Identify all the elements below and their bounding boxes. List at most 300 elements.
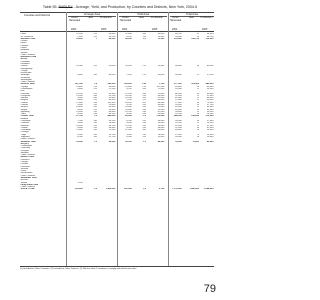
value-cell: 60,000 bbox=[206, 106, 214, 109]
county-name-cell: Clinton bbox=[20, 40, 28, 43]
value-cell: 37,400 bbox=[175, 126, 182, 129]
value-cell: 89,400 bbox=[108, 106, 116, 109]
value-cell: 216,800 bbox=[173, 37, 182, 40]
value-cell: 170 bbox=[142, 65, 146, 68]
value-cell: 6,000 bbox=[126, 122, 132, 125]
value-cell: 130 bbox=[93, 113, 97, 116]
county-name-cell: Eastern Total bbox=[20, 156, 34, 159]
value-cell: 81,800 bbox=[108, 92, 116, 95]
value-cell: 150 bbox=[142, 126, 146, 129]
value-cell: 140 bbox=[93, 74, 97, 77]
county-name-cell: Delaware bbox=[20, 62, 30, 65]
value-cell: 3,200 bbox=[126, 133, 132, 136]
value-cell: 170 bbox=[93, 31, 97, 33]
value-cell: 120 bbox=[93, 35, 97, 38]
value-cell: 40,100 bbox=[108, 119, 116, 122]
county-name-cell: Broome bbox=[20, 117, 29, 120]
county-name-cell: Orleans bbox=[20, 104, 29, 106]
value-cell: 60,000 bbox=[206, 92, 214, 95]
value-cell: 27,000 bbox=[206, 119, 214, 122]
value-cell: 56,600 bbox=[108, 108, 116, 111]
value-cell: 12 bbox=[196, 99, 200, 102]
value-cell: 12 bbox=[196, 106, 200, 109]
county-name-cell: Allegany bbox=[20, 142, 29, 145]
value-cell: 6,100 bbox=[126, 35, 132, 38]
value-cell: 10 bbox=[196, 31, 200, 33]
value-cell: 4,000 bbox=[77, 133, 83, 136]
county-name-cell: Cayuga bbox=[20, 85, 28, 88]
value-cell: 7,700 bbox=[126, 99, 132, 102]
value-cell: 4,800 bbox=[77, 74, 83, 77]
value-cell: 17,800 bbox=[76, 101, 83, 104]
value-cell: 140 bbox=[93, 94, 97, 97]
value-cell: 10 bbox=[196, 126, 200, 129]
col-header-acres-1: Acres Harvested bbox=[68, 16, 81, 22]
value-cell: 46,500 bbox=[175, 92, 182, 95]
value-cell: 480,000 bbox=[205, 83, 214, 86]
value-cell: 77,400 bbox=[175, 101, 182, 104]
value-cell: 130 bbox=[93, 122, 97, 125]
value-cell: 96,800 bbox=[175, 65, 182, 68]
value-cell: 20,100 bbox=[125, 65, 132, 68]
value-cell: 60,000 bbox=[157, 74, 165, 77]
value-cell: 160 bbox=[142, 129, 146, 132]
county-name-cell: Other Counties bbox=[20, 138, 35, 141]
value-cell: 165 bbox=[142, 88, 146, 91]
value-cell: 30,000 bbox=[157, 122, 165, 125]
value-cell: 40,000 bbox=[157, 104, 165, 106]
value-cell: 19,300 bbox=[206, 88, 214, 91]
value-cell: 18,100 bbox=[125, 101, 132, 104]
value-cell: 10 bbox=[196, 104, 200, 106]
value-cell: 50,000 bbox=[108, 65, 116, 68]
value-cell: 140 bbox=[93, 119, 97, 122]
value-cell: 10 bbox=[196, 65, 200, 68]
value-cell: 2,100 bbox=[158, 188, 165, 191]
value-cell: 16,100 bbox=[125, 140, 132, 143]
value-cell: 155 bbox=[93, 33, 97, 36]
value-cell: 10 bbox=[196, 113, 200, 116]
value-cell: 5,600 bbox=[77, 104, 83, 106]
value-cell: 150 bbox=[93, 124, 97, 127]
value-cell: 1.90 bbox=[141, 83, 146, 86]
value-cell: 103,400 bbox=[107, 101, 116, 104]
value-cell: 318,000 bbox=[74, 188, 83, 191]
value-cell: 80,000 bbox=[108, 140, 116, 143]
county-name-cell: Wayne bbox=[20, 108, 28, 111]
value-cell: 28,400 bbox=[108, 122, 116, 125]
value-cell: 9,900 bbox=[77, 97, 83, 100]
value-cell: 72,600 bbox=[108, 129, 116, 132]
county-column-header: Counties and Districts bbox=[23, 14, 51, 17]
county-name-cell: Other Counties bbox=[20, 174, 35, 177]
value-cell: 28,300 bbox=[175, 135, 182, 138]
value-cell: 67,000 bbox=[157, 110, 165, 113]
value-cell: 60,000 bbox=[157, 33, 165, 36]
value-cell: 175 bbox=[142, 31, 146, 33]
value-cell: 49,600 bbox=[175, 129, 182, 132]
title-text: - Acreage, Yield, and Production, by Counties and Districts, New York, 2004-5 bbox=[73, 5, 198, 9]
value-cell: 10,000 bbox=[76, 65, 83, 68]
value-cell: 140 bbox=[93, 135, 97, 138]
value-cell: 10,400 bbox=[76, 124, 83, 127]
value-cell: 7,900 bbox=[77, 119, 83, 122]
value-cell: 13,400 bbox=[125, 31, 132, 33]
value-cell: 11 bbox=[196, 97, 200, 100]
county-name-cell: Erie bbox=[20, 90, 25, 93]
col-header-acres-3: Acres Harvested bbox=[169, 16, 182, 22]
county-name-cell: Sullivan bbox=[20, 167, 29, 170]
col-header-production-3: Production bbox=[200, 16, 213, 19]
county-name-cell: Steuben bbox=[20, 151, 29, 154]
county-name-cell: St. Lawrence bbox=[20, 35, 34, 38]
value-cell: 120 bbox=[93, 65, 97, 68]
value-cell: 1,090,000 bbox=[189, 188, 200, 191]
value-cell: 1.8 bbox=[142, 188, 146, 191]
year-label: 2005 bbox=[101, 28, 107, 31]
county-name-cell: STATE TOTAL bbox=[20, 188, 35, 191]
value-cell: 41,000 bbox=[206, 126, 214, 129]
county-name-cell: Western Total bbox=[20, 83, 35, 86]
value-cell: 10 bbox=[196, 85, 200, 88]
value-cell: 140 bbox=[142, 110, 146, 113]
value-cell: 44,800 bbox=[108, 126, 116, 129]
value-cell: 1,100 bbox=[77, 181, 83, 184]
col-header-production-2: Production bbox=[151, 16, 163, 19]
value-cell: 40,900 bbox=[175, 108, 182, 111]
value-cell: 21,500 bbox=[108, 88, 116, 91]
value-cell: 11 bbox=[196, 110, 200, 113]
value-cell: 6,700 bbox=[126, 119, 132, 122]
value-cell: 210,000 bbox=[205, 115, 214, 118]
value-cell: 12,100 bbox=[125, 124, 132, 127]
value-cell: 1.5 bbox=[142, 140, 146, 143]
value-cell: 8,100 bbox=[77, 113, 83, 116]
county-name-cell: Ontario bbox=[20, 101, 28, 104]
value-cell: 14,400 bbox=[76, 106, 83, 109]
value-cell: 145 bbox=[93, 101, 97, 104]
value-cell: 150 bbox=[142, 94, 146, 97]
value-cell: 73,000 bbox=[157, 92, 165, 95]
value-cell: 155 bbox=[142, 99, 146, 102]
county-name-cell: Chautauqua bbox=[20, 88, 33, 91]
value-cell: 150 bbox=[93, 108, 97, 111]
value-cell: 57,000 bbox=[206, 74, 214, 77]
data-table bbox=[20, 31, 214, 191]
value-cell: 54,000 bbox=[175, 35, 182, 38]
value-cell: 12,800 bbox=[125, 33, 132, 36]
value-cell: 13,000 bbox=[206, 133, 214, 136]
year-label: 2005 bbox=[152, 28, 158, 31]
value-cell: 135 bbox=[93, 110, 97, 113]
county-name-cell: Schuyler bbox=[20, 149, 29, 152]
value-cell: 68,200 bbox=[108, 74, 116, 77]
value-cell: 1,960,000 bbox=[105, 188, 116, 191]
title-crop-strikethrough: BARLEY bbox=[58, 5, 73, 9]
value-cell: 377,000 bbox=[173, 83, 182, 86]
county-name-cell: Tioga bbox=[20, 133, 26, 136]
value-cell: 27,800 bbox=[175, 99, 182, 102]
county-name-cell: Hamilton bbox=[20, 49, 30, 52]
value-cell: 39,000 bbox=[206, 99, 214, 102]
value-cell: 9 bbox=[197, 133, 200, 136]
value-cell: 316,000 bbox=[123, 188, 132, 191]
value-cell: 17,000 bbox=[157, 88, 165, 91]
value-cell: 13,700 bbox=[125, 110, 132, 113]
value-cell: 26,000 bbox=[157, 35, 165, 38]
county-name-cell: Madison bbox=[20, 124, 29, 127]
value-cell: 11 bbox=[196, 33, 200, 36]
county-name-cell: Greene bbox=[20, 65, 28, 68]
value-cell: 145 bbox=[93, 126, 97, 129]
value-cell: 69,000 bbox=[206, 85, 214, 88]
value-cell: 13,300 bbox=[76, 94, 83, 97]
county-name-cell: Onondaga bbox=[20, 129, 31, 132]
value-cell: 60,800 bbox=[175, 85, 182, 88]
value-cell: 34,500 bbox=[125, 37, 132, 40]
value-cell: 16,700 bbox=[108, 133, 116, 136]
county-name-cell: Montgomery bbox=[20, 67, 33, 70]
value-cell: 59,000 bbox=[157, 124, 165, 127]
value-cell: 63,800 bbox=[108, 31, 116, 33]
county-name-cell: Long Island Total bbox=[20, 183, 39, 186]
value-cell: 1,064,000 bbox=[203, 188, 214, 191]
value-cell: 4,800 bbox=[77, 88, 83, 91]
value-cell: 10 bbox=[196, 108, 200, 111]
value-cell: 62,600 bbox=[175, 106, 182, 109]
value-cell: 136,000 bbox=[205, 37, 214, 40]
county-name-cell: Saratoga bbox=[20, 74, 30, 77]
value-cell: 29,800 bbox=[108, 104, 116, 106]
value-cell: 160 bbox=[93, 129, 97, 132]
value-cell: 14,200 bbox=[125, 94, 132, 97]
value-cell: 31,700 bbox=[108, 135, 116, 138]
year-label: 2004 bbox=[172, 28, 178, 31]
value-cell: 3,700 bbox=[126, 88, 132, 91]
county-name-cell: Southeast Total bbox=[20, 177, 37, 179]
value-cell: 70,000 bbox=[206, 101, 214, 104]
value-cell: 28,100 bbox=[206, 113, 214, 116]
value-cell: 238,000 bbox=[191, 115, 200, 118]
page-number: 79 bbox=[203, 283, 216, 295]
value-cell: 7,600 bbox=[77, 35, 83, 38]
county-name-cell: Warren bbox=[20, 51, 28, 54]
year-label: 2004 bbox=[122, 28, 128, 31]
county-name-cell: Northeast Total bbox=[20, 56, 37, 59]
value-cell: 7,100 bbox=[126, 74, 132, 77]
county-name-cell: Cortland bbox=[20, 122, 29, 125]
value-cell: 73,000 bbox=[157, 31, 165, 33]
col-header-yield-1: Yield bbox=[87, 16, 93, 19]
group-header-mid: Yield Area bbox=[136, 13, 150, 16]
value-cell: 160 bbox=[93, 97, 97, 100]
value-cell: 54,800 bbox=[175, 110, 182, 113]
value-cell: 51,000 bbox=[206, 94, 214, 97]
value-cell: 34,300 bbox=[108, 113, 116, 116]
value-cell: 1.0 bbox=[142, 37, 146, 40]
value-cell: 46,000 bbox=[206, 97, 214, 100]
value-cell: 25,200 bbox=[175, 122, 182, 125]
value-cell: 165 bbox=[142, 97, 146, 100]
county-name-cell: Westchester bbox=[20, 172, 33, 175]
value-cell: 35,200 bbox=[175, 113, 182, 116]
group-header-right: Total Area bbox=[186, 13, 198, 16]
county-name-cell: Chenango bbox=[20, 119, 31, 122]
value-cell: 46,500 bbox=[206, 33, 214, 36]
value-cell: 51,500 bbox=[206, 124, 214, 127]
value-cell: 33,600 bbox=[76, 37, 83, 40]
value-cell: 165 bbox=[142, 106, 146, 109]
value-cell: 1 bbox=[95, 37, 97, 40]
value-cell: 86,800 bbox=[175, 31, 182, 33]
col-header-yield-3: Yield bbox=[188, 16, 194, 19]
value-cell: 180,700 bbox=[191, 37, 200, 40]
county-name-cell: Otsego bbox=[20, 69, 28, 72]
county-name-cell: Rockland bbox=[20, 165, 30, 168]
value-cell: 11,400 bbox=[76, 129, 83, 132]
value-cell: 26,000 bbox=[206, 135, 214, 138]
value-cell: 140 bbox=[142, 113, 146, 116]
value-cell: 78,300 bbox=[175, 140, 182, 143]
value-cell: 6,900 bbox=[126, 135, 132, 138]
value-cell: 1.8 bbox=[93, 83, 97, 86]
value-cell: 170 bbox=[142, 85, 146, 88]
value-cell: 43,000 bbox=[175, 97, 182, 100]
value-cell: 12 bbox=[196, 124, 200, 127]
value-cell: 12,100 bbox=[125, 92, 132, 95]
value-cell: 64,000 bbox=[157, 94, 165, 97]
value-cell: 75,000 bbox=[192, 140, 200, 143]
value-cell: 31,000 bbox=[157, 37, 165, 40]
county-name-cell: Orange bbox=[20, 161, 28, 164]
value-cell: 155 bbox=[142, 101, 146, 104]
value-cell: 129,000 bbox=[123, 83, 132, 86]
value-cell: 80,700 bbox=[175, 33, 182, 36]
county-name-cell: Rensselaer bbox=[20, 72, 32, 75]
value-cell: 150 bbox=[142, 122, 146, 125]
county-name-cell: Other Counties bbox=[20, 53, 35, 56]
value-cell: 175 bbox=[142, 74, 146, 77]
value-cell: 135 bbox=[142, 133, 146, 136]
value-cell: 20,000 bbox=[175, 88, 182, 91]
value-cell: 33,800 bbox=[157, 65, 165, 68]
value-cell: 58,500 bbox=[206, 110, 214, 113]
value-cell: 11 bbox=[196, 94, 200, 97]
value-cell: 6,700 bbox=[126, 104, 132, 106]
value-cell: 11 bbox=[196, 122, 200, 125]
value-cell: 34,300 bbox=[175, 119, 182, 122]
value-cell: 480,000 bbox=[107, 115, 116, 118]
county-name-cell: Washington bbox=[20, 78, 32, 81]
value-cell: 43,800 bbox=[206, 108, 214, 111]
value-cell: 14,400 bbox=[125, 85, 132, 88]
value-cell: 56,600 bbox=[108, 33, 116, 36]
value-cell: 60,000 bbox=[125, 115, 132, 118]
value-cell: 160 bbox=[142, 108, 146, 111]
value-cell: 12,600 bbox=[76, 31, 83, 33]
title-prefix: Table 55. bbox=[42, 5, 58, 9]
value-cell: 65,800 bbox=[108, 97, 116, 100]
county-name-cell: Fulton bbox=[20, 46, 27, 49]
value-cell: 60,000 bbox=[157, 129, 165, 132]
value-cell: 80,000 bbox=[206, 65, 214, 68]
county-name-cell: Niagara bbox=[20, 99, 29, 102]
value-cell: 12,600 bbox=[76, 110, 83, 113]
value-cell: 26,100 bbox=[206, 122, 214, 125]
county-name-cell: Livingston bbox=[20, 94, 31, 97]
value-cell: 10,900 bbox=[125, 108, 132, 111]
value-cell: 1,100 bbox=[158, 83, 165, 86]
value-cell: 244,000 bbox=[173, 115, 182, 118]
value-cell: 9,400 bbox=[77, 108, 83, 111]
value-cell: 150 bbox=[93, 99, 97, 102]
table-bottom-rule bbox=[20, 266, 214, 267]
value-cell: 14,000 bbox=[157, 133, 165, 136]
county-name-cell: Columbia bbox=[20, 60, 30, 63]
value-cell: 17,400 bbox=[175, 133, 182, 136]
county-name-cell: Seneca bbox=[20, 106, 28, 109]
value-cell: 18,000 bbox=[76, 140, 83, 143]
value-cell: 40,000 bbox=[108, 37, 116, 40]
value-cell: 120 bbox=[142, 35, 146, 38]
value-cell: 323,900 bbox=[191, 83, 200, 86]
footnote: (L) Included in Other Counties. (J) Included in Other Districts. (*) Not less than 3 counties to comply with disclosure rules. bbox=[20, 268, 137, 270]
value-cell: 155 bbox=[142, 104, 146, 106]
value-cell: 160 bbox=[93, 106, 97, 109]
county-name-cell: Other Counties bbox=[20, 81, 35, 84]
value-cell: 150 bbox=[93, 104, 97, 106]
value-cell: 40,000 bbox=[157, 113, 165, 116]
value-cell: 6,500 bbox=[77, 135, 83, 138]
value-cell: 24,300 bbox=[175, 104, 182, 106]
year-label: 2004 bbox=[71, 28, 77, 31]
value-cell: 13,800 bbox=[125, 106, 132, 109]
county-name-cell: Northern Total bbox=[20, 37, 36, 40]
value-cell: 990,000 bbox=[107, 83, 116, 86]
value-cell: 38,700 bbox=[206, 35, 214, 38]
value-cell: 10 bbox=[196, 35, 200, 38]
table-title bbox=[20, 5, 220, 9]
county-name-cell: Monroe bbox=[20, 97, 28, 100]
value-cell: 34,000 bbox=[175, 74, 182, 77]
value-cell: 37,700 bbox=[206, 104, 214, 106]
value-cell: 1.3 bbox=[93, 140, 97, 143]
col-header-yield-2: Yield bbox=[138, 16, 144, 19]
value-cell: 66,700 bbox=[108, 124, 116, 127]
value-cell: 1,176,000 bbox=[172, 188, 182, 191]
value-cell: 52,000 bbox=[157, 108, 165, 111]
value-cell: 32,000 bbox=[157, 135, 165, 138]
county-name-cell: Genesee bbox=[20, 92, 30, 95]
county-name-cell: Southern Total bbox=[20, 140, 36, 143]
value-cell: 150 bbox=[142, 135, 146, 138]
county-name-cell: Central Total bbox=[20, 115, 34, 118]
county-name-cell: Chemung bbox=[20, 147, 30, 150]
value-cell: 155 bbox=[93, 92, 97, 95]
value-cell: 10 bbox=[196, 101, 200, 104]
district-total-row bbox=[20, 188, 214, 190]
county-name-cell: Schoharie bbox=[20, 76, 31, 79]
value-cell: 10,500 bbox=[125, 97, 132, 100]
value-cell: 1.8 bbox=[142, 115, 146, 118]
county-name-cell: Ulster bbox=[20, 170, 27, 173]
value-cell: 5,800 bbox=[77, 122, 83, 125]
value-cell: 101,000 bbox=[156, 85, 165, 88]
value-cell: 44,300 bbox=[108, 99, 116, 102]
value-cell: 155 bbox=[142, 119, 146, 122]
county-name-cell: Other Counties bbox=[20, 186, 35, 189]
value-cell: 12 bbox=[196, 74, 200, 77]
